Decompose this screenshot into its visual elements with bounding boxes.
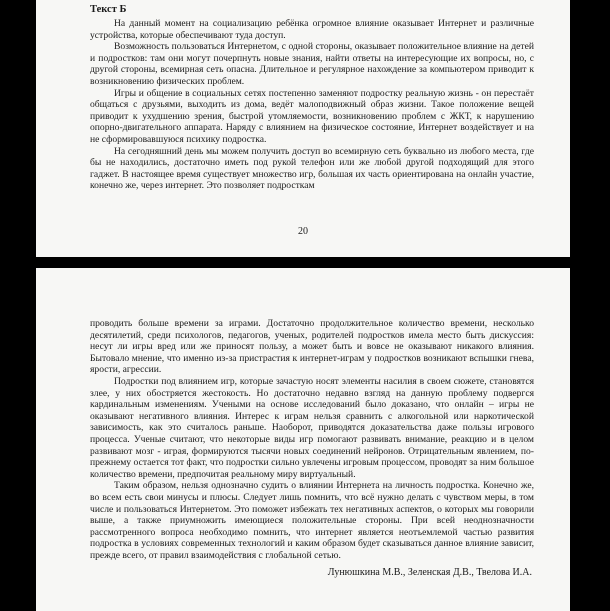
- text-heading: Текст Б: [90, 4, 127, 15]
- paragraph: На сегодняшний день мы можем получить доступ во всемирную сеть буквально из любого места, где бы не находились, достаточно иметь под рукой телефон или же любой другой подходящий для этого гаджет. В настоящее время существует множество игр, большая их часть ориентирована на онлайн участие, конечно же, через интернет. Это позволяет подросткам: [90, 145, 534, 192]
- page-number: 20: [298, 226, 308, 237]
- paragraph: На данный момент на социализацию ребёнка огромное влияние оказывает Интернет и различные устройства, которые обеспечивают туда доступ.: [90, 18, 534, 41]
- paragraph: Игры и общение в социальных сетях постепенно заменяют подростку реальную жизнь - он перестаёт общаться с друзьями, выходить из дома, ведёт малоподвижный образ жизни. Такое положение вещей приводит к ухудшению зрения, быстрой утомляемости, возникновению проблем с ЖКТ, к нарушению опорно-двигательного аппарата. Наряду с влиянием на физическое состояние, Интернет воздействует и на не сформировавшуюся психику подростка.: [90, 87, 534, 145]
- document-page-top: [36, 0, 570, 257]
- paragraph-continuation: проводить больше времени за играми. Достаточно продолжительное количество времени, несколько десятилетий, среди психологов, педагогов, ученых, родителей подростков имела место быть дискуссия: несут ли игры вред или же приносят пользу, а может быть и вовсе не оказывают никакого влияния. Бытовало мнение, что именно из-за пристрастия к интернет-играм у подростков возникают вспышки гнева, ярости, агрессии.: [90, 318, 534, 376]
- paragraph: Подростки под влиянием игр, которые зачастую носят элементы насилия в своем сюжете, становятся злее, у них обостряется жестокость. Но достаточно недавно взгляд на данную проблему подвергся кардинальным изменениям. Учеными на основе исследований было доказано, что онлайн – игры не оказывают негативного влияния. Интерес к играм нельзя сравнить с алкогольной или наркотической зависимость, как это считалось раньше. Наоборот, приводятся доказательства даже пользы игрового процесса. Ученые считают, что некоторые виды игр помогают развивать внимание, реакцию и в целом развивают мозг - играя, формируются тысячи новых соединений нейронов. Отрицательным явлением, по-прежнему остается тот факт, что подростки сильно увлечены игровым процессом, проводят за ним большое количество времени, предпочитая реальному миру виртуальный.: [90, 375, 534, 480]
- paragraph: Возможность пользоваться Интернетом, с одной стороны, оказывает положительное влияние на детей и подростков: там они могут почерпнуть новые знания, найти ответы на интересующие их вопросы, но, с другой стороны, всемирная сеть опасна. Длительное и регулярное нахождение за компьютером приводит к возникновению физических проблем.: [90, 41, 534, 87]
- document-page-bottom: [36, 268, 570, 611]
- authors-line: Лунюшкина М.В., Зеленская Д.В., Твелова И.А.: [327, 567, 532, 579]
- paragraph: Таким образом, нельзя однозначно судить о влиянии Интернета на личность подростка. Конечно же, во всем есть свои минусы и плюсы. Следует лишь помнить, что всё нужно делать с чувством меры, в том числе и пользоваться Интернетом. Это поможет избежать тех негативных аспектов, о которых мы говорили выше, а также приумножить имеющиеся положительные стороны. При всей неоднозначности рассмотренного вопроса необходимо помнить, что интернет является неотъемлемой частью развития подростка в условиях современных технологий и каким образом будет сказываться данное влияние зависит, прежде всего, от правил взаимодействия с глобальной сетью.: [90, 480, 534, 561]
